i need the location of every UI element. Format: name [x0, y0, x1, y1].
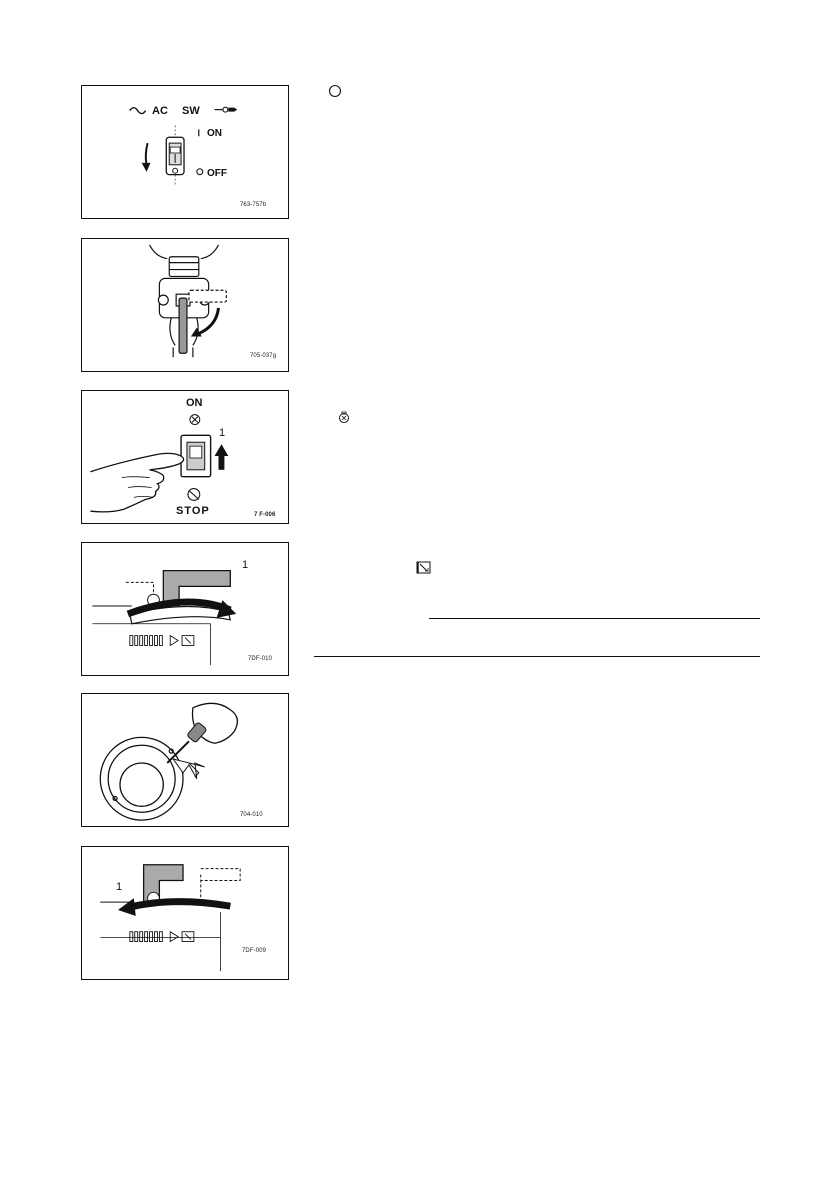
fuel-cock-illustration	[82, 239, 288, 371]
callout-number: 1	[242, 559, 249, 571]
figure-engine-switch	[81, 390, 289, 524]
ac-wave-icon	[130, 108, 146, 114]
figure-choke-close	[81, 542, 289, 676]
socket-plug-icon	[215, 107, 238, 112]
off-label: OFF	[207, 168, 227, 179]
on-label: ON	[186, 397, 203, 409]
figure-code: 704-010	[240, 812, 263, 818]
figure-fuel-cock	[81, 238, 289, 372]
note-rule-bottom	[314, 656, 760, 657]
note-rule-top	[429, 618, 760, 619]
on-label: ON	[207, 128, 222, 139]
arrow-left-curve-icon	[118, 898, 230, 916]
sw-label: SW	[182, 105, 200, 117]
arrow-down-icon	[142, 143, 151, 172]
figure-recoil-starter	[81, 693, 289, 827]
stop-label: STOP	[176, 505, 210, 517]
fuel-cock-icon	[150, 245, 227, 357]
engine-on-symbol-icon	[337, 410, 351, 424]
recoil-starter-icon	[100, 737, 183, 820]
choke-scale-icon	[130, 932, 194, 942]
engine-on-symbol-icon	[190, 415, 200, 425]
engine-stop-symbol-icon	[188, 489, 200, 501]
toggle-switch-icon	[166, 125, 184, 184]
choke-scale-icon	[130, 636, 194, 646]
arrow-up-icon	[215, 444, 229, 470]
figure-code: 7DF-010	[248, 656, 273, 662]
off-circle-icon	[328, 84, 342, 98]
callout-number: 1	[116, 881, 123, 893]
off-circle-mark	[197, 169, 203, 175]
choke-symbol-icon	[416, 561, 432, 575]
ac-label: AC	[152, 105, 168, 117]
callout-number: 1	[219, 427, 226, 439]
arrow-right-curve-icon	[128, 600, 236, 624]
figure-choke-open	[81, 846, 289, 980]
figure-ac-switch	[81, 85, 289, 219]
figure-code: 7 F-006	[254, 512, 276, 518]
choke-lever-icon	[144, 865, 241, 904]
figure-code: 705-037g	[250, 353, 277, 359]
choke-open-illustration	[82, 847, 288, 979]
recoil-starter-illustration	[82, 694, 288, 826]
figure-code: 7DF-009	[242, 948, 267, 954]
figure-code: 763-757b	[240, 202, 267, 208]
engine-switch-illustration	[82, 391, 288, 523]
hand-pointer-icon	[90, 453, 183, 511]
engine-switch-icon	[181, 435, 211, 476]
